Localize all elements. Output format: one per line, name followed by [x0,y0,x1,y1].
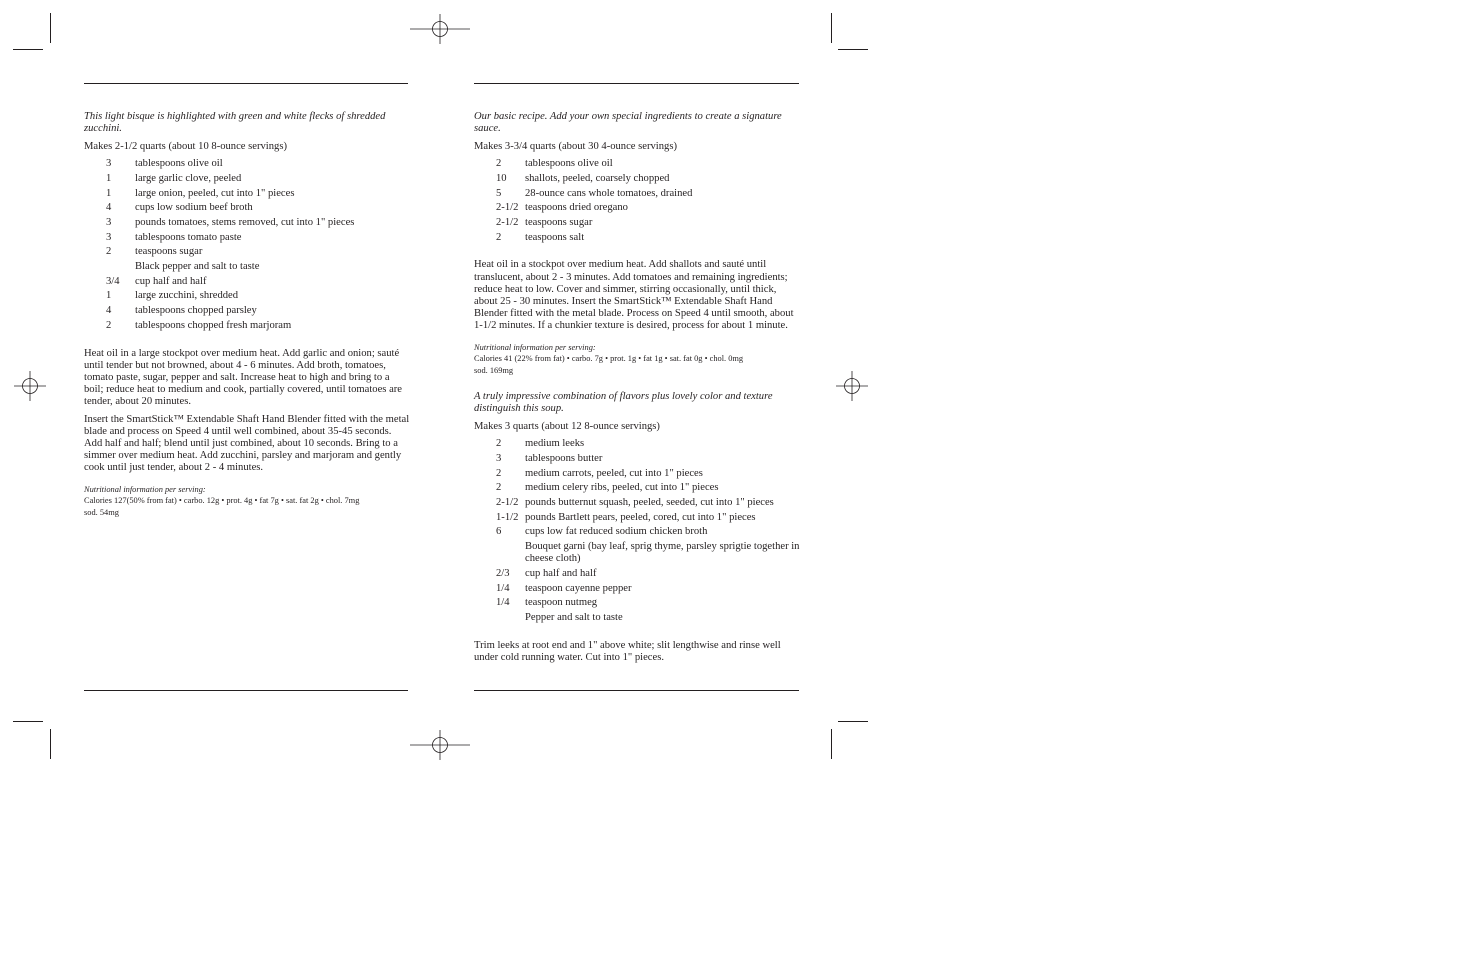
ingredient-item: tablespoons olive oil [135,158,223,170]
ingredient-row [84,261,354,276]
ingredient-qty: 2 [496,482,502,494]
ingredient-item: cup half and half [525,567,597,579]
ingredient-row [84,217,354,232]
ingredient-qty: 3 [106,158,112,170]
ingredient-qty: 5 [496,187,502,199]
ingredient-item: teaspoons sugar [135,246,203,258]
ingredient-qty: 2 [496,158,502,170]
ingredient-item: 28-ounce cans whole tomatoes, drained [525,187,693,199]
ingredient-list [84,158,354,334]
ingredient-item: tablespoons chopped fresh marjoram [135,319,292,331]
ingredient-qty: 4 [106,305,112,317]
left-top-rule [84,83,408,84]
ingredient-qty: 2 [496,467,502,479]
ingredient-row [474,202,692,217]
ingredient-item: teaspoons dried oregano [525,202,628,214]
ingredient-qty: 2 [106,319,112,331]
ingredient-row [474,173,692,188]
recipe-yield: Makes 2-1/2 quarts (about 10 8-ounce servings) [84,141,287,153]
ingredient-item: large garlic clove, peeled [135,172,242,184]
ingredient-qty: 3 [106,217,112,229]
registration-mark-icon [822,371,882,401]
ingredient-qty: 2 [496,438,502,450]
ingredient-qty: 1 [106,187,112,199]
crop-mark [831,729,832,759]
ingredient-row [84,290,354,305]
ingredient-qty: 2/3 [496,567,510,579]
ingredient-row [474,612,800,627]
ingredient-item: Black pepper and salt to taste [135,261,260,273]
ingredient-qty: 2 [496,231,502,243]
instructions-paragraph: Trim leeks at root end and 1" above white; slit lengthwise and rinse well under cold running water. Cut into 1" pieces. [474,639,781,663]
ingredient-row [474,217,692,232]
crop-mark [838,49,868,50]
instructions-paragraph: Heat oil in a stockpot over medium heat. Add shallots and sauté until translucent, about 2 - 3 minutes. Add tomatoes and remaining ingredients; reduce heat to low. Cover and simmer, stirring occasionally, until thick, about 25 - 30 minutes. Insert the SmartStick™ Extendable Shaft Hand Blender fitted with the metal blade. Process on Speed 4 until smooth, about 1-1/2 minutes. If a chunkier texture is desired, process for about 1 minute. [474,259,794,331]
ingredient-row [84,188,354,203]
ingredient-qty: 1 [106,172,112,184]
nutrition-sodium: sod. 54mg [84,508,119,518]
ingredient-row [474,438,800,453]
ingredient-row [474,482,800,497]
right-bottom-rule [474,690,799,691]
crop-mark [50,729,51,759]
instructions-paragraph: Insert the SmartStick™ Extendable Shaft Hand Blender fitted with the metal blade and process on Speed 4 until well combined, about 35-45 seconds. Add half and half; blend until just combined, about 10 seconds. Bring to a simmer over medium heat. Add zucchini, parsley and marjoram and gently cook until just tender, about 2 - 4 minutes. [84,414,410,474]
sauce-recipe [474,111,800,377]
ingredient-list [474,438,800,626]
ingredient-row [84,232,354,247]
ingredient-item: tablespoons tomato paste [135,231,242,243]
ingredient-row [84,246,354,261]
nutrition-values: Calories 127(50% from fat) • carbo. 12g • prot. 4g • fat 7g • sat. fat 2g • chol. 7mg [84,496,360,506]
crop-mark [50,13,51,43]
ingredient-item: teaspoon nutmeg [525,597,598,609]
instructions-paragraph: Heat oil in a large stockpot over medium heat. Add garlic and onion; sauté until tender but not browned, about 4 - 6 minutes. Add broth, tomatoes, tomato paste, sugar, pepper and salt. Increase heat to high and bring to a boil; reduce heat to medium and cook, partially covered, until tomatoes are tender, about 20 minutes. [84,347,402,407]
recipe-intro: This light bisque is highlighted with green and white flecks of shredded zucchini. [84,111,386,135]
ingredient-item: tablespoons butter [525,452,603,464]
ingredient-row [474,497,800,512]
ingredient-row [84,202,354,217]
ingredient-item: pounds butternut squash, peeled, seeded, cut into 1" pieces [525,497,774,509]
ingredient-item: teaspoon cayenne pepper [525,582,632,594]
ingredient-item: medium celery ribs, peeled, cut into 1" pieces [525,482,719,494]
ingredient-item: pounds tomatoes, stems removed, cut into 1" pieces [135,217,355,229]
ingredient-row [84,320,354,335]
ingredient-item: cups low fat reduced sodium chicken broth [525,526,708,538]
ingredient-row [474,188,692,203]
ingredient-item: large zucchini, shredded [135,290,239,302]
ingredient-item: pounds Bartlett pears, peeled, cored, cut into 1" pieces [525,511,756,523]
nutrition-label: Nutritional information per serving: [474,342,596,352]
ingredient-qty: 2-1/2 [496,217,519,229]
ingredient-qty: 3/4 [106,275,120,287]
recipe-yield: Makes 3 quarts (about 12 8-ounce servings) [474,421,660,433]
ingredient-row [474,158,692,173]
ingredient-row [474,541,800,568]
ingredient-item: medium carrots, peeled, cut into 1" pieces [525,467,703,479]
registration-mark-icon [410,14,470,44]
registration-mark-icon [410,730,470,760]
soup-recipe [474,391,800,664]
nutrition-label: Nutritional information per serving: [84,485,206,495]
ingredient-qty: 3 [106,231,112,243]
ingredient-item: tablespoons chopped parsley [135,305,257,317]
registration-mark-icon [0,371,60,401]
ingredient-qty: 6 [496,526,502,538]
ingredient-item: medium leeks [525,438,585,450]
ingredient-item: tablespoons olive oil [525,158,613,170]
ingredient-qty: 1/4 [496,597,510,609]
ingredient-qty: 3 [496,452,502,464]
crop-mark [838,721,868,722]
ingredient-item: teaspoons salt [525,231,585,243]
ingredient-row [474,512,800,527]
ingredient-row [474,468,800,483]
ingredient-qty: 2-1/2 [496,202,519,214]
ingredient-row [474,568,800,583]
ingredient-row [474,232,692,247]
ingredient-item: shallots, peeled, coarsely chopped [525,172,670,184]
ingredient-row [84,158,354,173]
nutrition-sodium: sod. 169mg [474,365,514,375]
ingredient-qty: 2-1/2 [496,497,519,509]
ingredient-row [84,173,354,188]
ingredient-item: large onion, peeled, cut into 1" pieces [135,187,295,199]
crop-mark [13,49,43,50]
ingredient-row [84,276,354,291]
ingredient-qty: 4 [106,202,112,214]
ingredient-item: cups low sodium beef broth [135,202,253,214]
ingredient-list [474,158,692,246]
right-top-rule [474,83,799,84]
ingredient-qty [474,612,525,627]
ingredient-qty: 10 [496,172,507,184]
left-bottom-rule [84,690,408,691]
recipe-intro: Our basic recipe. Add your own special ingredients to create a signature sauce. [474,111,782,135]
ingredient-item: Bouquet garni (bay leaf, sprig thyme, parsley sprigtie together in cheese cloth) [525,541,800,565]
ingredient-qty [474,541,525,568]
recipe-intro: A truly impressive combination of flavors plus lovely color and texture distinguish this soup. [474,391,773,415]
ingredient-row [474,583,800,598]
nutrition-values: Calories 41 (22% from fat) • carbo. 7g • prot. 1g • fat 1g • sat. fat 0g • chol. 0mg [474,353,744,363]
ingredient-row [474,597,800,612]
ingredient-qty: 2 [106,246,112,258]
ingredient-qty: 1-1/2 [496,511,519,523]
ingredient-row [84,305,354,320]
left-recipe [84,111,410,519]
recipe-yield: Makes 3-3/4 quarts (about 30 4-ounce servings) [474,141,677,153]
ingredient-item: teaspoons sugar [525,217,593,229]
ingredient-row [474,453,800,468]
ingredient-qty: 1 [106,290,112,302]
ingredient-qty: 1/4 [496,582,510,594]
crop-mark [13,721,43,722]
crop-mark [831,13,832,43]
ingredient-row [474,526,800,541]
ingredient-item: cup half and half [135,275,207,287]
ingredient-qty [84,261,135,276]
ingredient-item: Pepper and salt to taste [525,611,623,623]
